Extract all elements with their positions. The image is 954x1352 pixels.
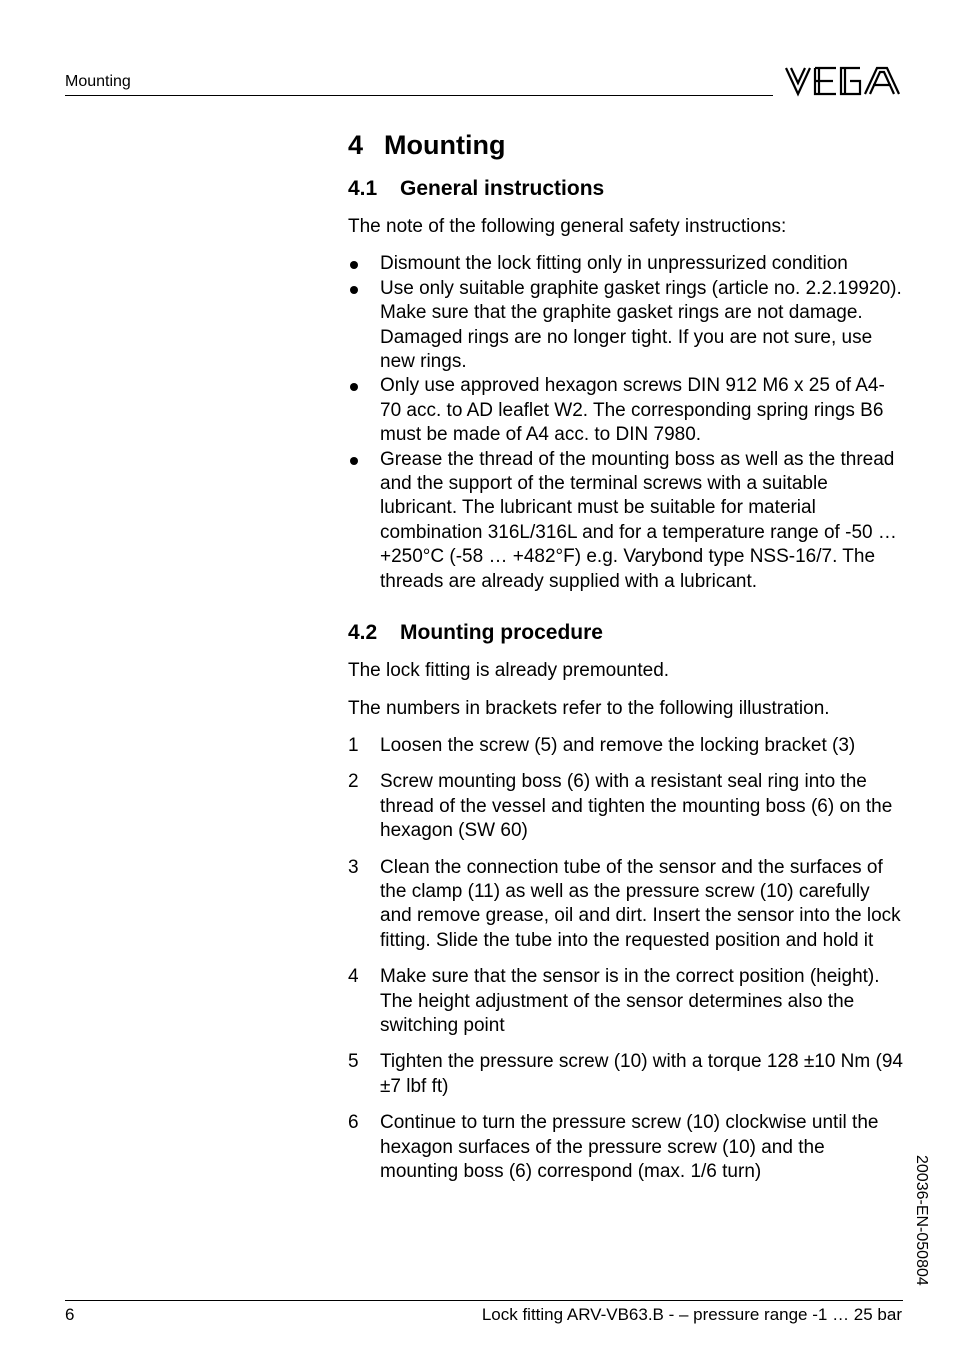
safety-bullet-list bbox=[348, 252, 904, 594]
list-item bbox=[348, 856, 904, 954]
step-number: 6 bbox=[348, 1112, 359, 1134]
section-heading-general bbox=[348, 176, 904, 202]
main-content bbox=[348, 128, 904, 1196]
step-number: 2 bbox=[348, 771, 359, 793]
step-text: Clean the connection tube of the sensor and the surfaces of the clamp (11) as well as the pressure screw (10) carefully and remove grease, oil and dirt. Insert the sensor into the lock fitting. Slide the tube into the requested position and hold it bbox=[380, 856, 901, 951]
bullet-icon bbox=[350, 457, 358, 465]
list-item: Dismount the lock fitting only in unpressurized condition bbox=[348, 252, 904, 276]
procedure-para-2: The numbers in brackets refer to the following illustration. bbox=[348, 697, 830, 719]
step-number: 1 bbox=[348, 734, 359, 756]
vega-logo-icon bbox=[784, 64, 902, 98]
document-code: 20036-EN-050804 bbox=[913, 1155, 930, 1286]
list-item: Grease the thread of the mounting boss as well as the thread and the support of the terminal screws with a suitable lubricant. The lubricant must be suitable for material combination 316L/316L and for a temperature range of -50 … +250°C (-58 … +482°F) e.g. Varybond type NSS-16/7. The threads are already supplied with a lubricant. bbox=[348, 448, 904, 594]
bullet-icon bbox=[350, 261, 358, 269]
step-text: Tighten the pressure screw (10) with a torque 128 ±10 Nm (94 ±7 lbf ft) bbox=[380, 1051, 903, 1097]
procedure-step-list bbox=[348, 734, 904, 1185]
step-number: 4 bbox=[348, 966, 359, 988]
bullet-icon bbox=[350, 286, 358, 294]
list-item bbox=[348, 1111, 904, 1184]
section-number: 4.2 bbox=[348, 621, 378, 645]
section-title: Mounting procedure bbox=[400, 621, 603, 645]
list-item bbox=[348, 734, 904, 758]
list-item bbox=[348, 770, 904, 843]
list-item bbox=[348, 965, 904, 1038]
general-intro: The note of the following general safety instructions: bbox=[348, 216, 787, 237]
vega-logo bbox=[784, 64, 902, 98]
chapter-number: 4 bbox=[348, 130, 364, 160]
list-item: Only use approved hexagon screws DIN 912 M6 x 25 of A4-70 acc. to AD leaflet W2. The corresponding spring rings B6 must be made of A4 acc. to DIN 7980. bbox=[348, 374, 904, 447]
list-item bbox=[348, 1050, 904, 1099]
section-number: 4.1 bbox=[348, 177, 378, 200]
footer-doc-title: Lock fitting ARV-VB63.B - – pressure range -1 … 25 bar bbox=[481, 1305, 902, 1324]
step-text: Make sure that the sensor is in the correct position (height). The height adjustment of the sensor determines also the switching point bbox=[380, 966, 880, 1036]
footer-rule bbox=[65, 1300, 903, 1301]
list-item: Use only suitable graphite gasket rings (article no. 2.2.19920). Make sure that the graphite gasket rings are not damage. Damaged rings are no longer tight. If you are not sure, use new rings. bbox=[348, 277, 904, 375]
bullet-icon bbox=[350, 383, 358, 391]
step-number: 5 bbox=[348, 1051, 359, 1073]
section-title: General instructions bbox=[400, 177, 605, 200]
step-number: 3 bbox=[348, 856, 359, 878]
procedure-para-1: The lock fitting is already premounted. bbox=[348, 660, 670, 682]
page-number: 6 bbox=[65, 1305, 75, 1324]
step-text: Continue to turn the pressure screw (10) clockwise until the hexagon surfaces of the pressure screw (10) and the mounting boss (6) correspond (max. 1/6 turn) bbox=[380, 1112, 879, 1182]
step-text: Loosen the screw (5) and remove the locking bracket (3) bbox=[380, 734, 856, 756]
chapter-title: Mounting bbox=[384, 130, 506, 160]
header-rule bbox=[65, 95, 773, 96]
step-text: Screw mounting boss (6) with a resistant seal ring into the thread of the vessel and tighten the mounting boss (6) on the hexagon (SW 60) bbox=[380, 771, 893, 842]
chapter-heading bbox=[348, 128, 904, 162]
section-heading-procedure bbox=[348, 620, 904, 646]
running-header: Mounting bbox=[65, 73, 131, 90]
